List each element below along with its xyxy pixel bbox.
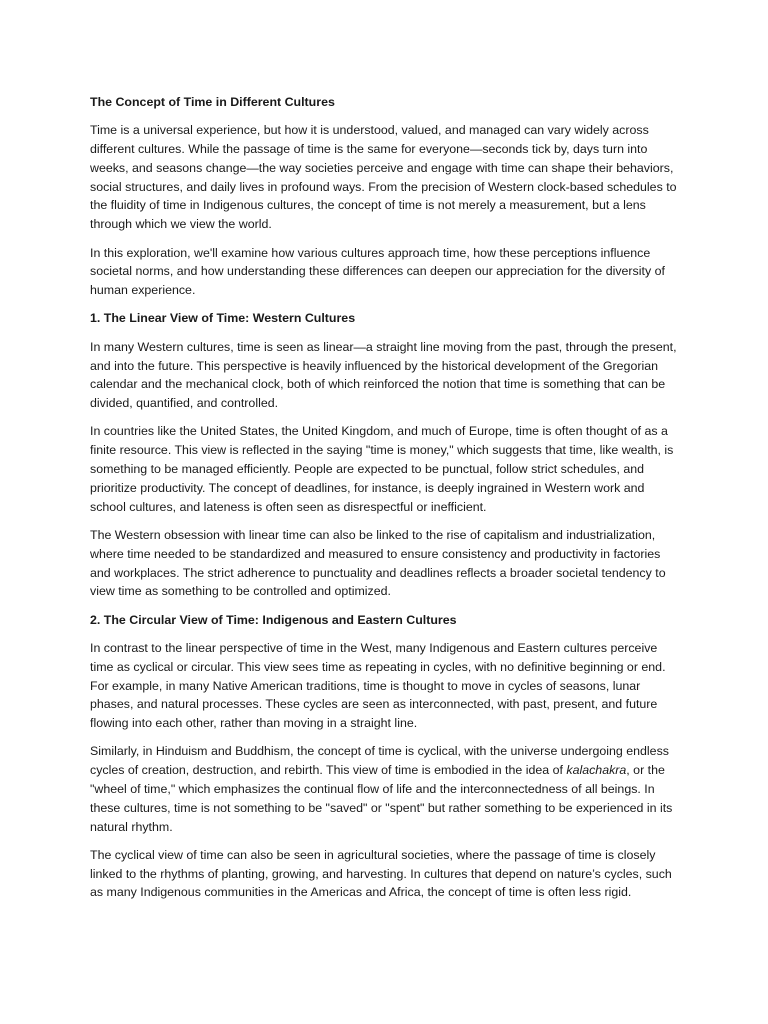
intro-paragraph-2: In this exploration, we'll examine how various cultures approach time, how these perceptions influence societal norms, and how understanding these differences can deepen our appreciation for the diversity of human experience. (90, 245, 665, 298)
section-2-paragraph-2-end: , or the "wheel of time," which emphasizes the continual flow of life and the interconnectedness of all beings. In these cultures, time is not something to be "saved" or "spent" but rather something to be experienced in its natural rhythm. (90, 763, 673, 834)
kalachakra-term: kalachakra (566, 763, 627, 778)
document-title: The Concept of Time in Different Cultures (90, 95, 335, 109)
section-2-paragraph-1: In contrast to the linear perspective of time in the West, many Indigenous and Eastern cultures perceive time as cyclical or circular. This view sees time as repeating in cycles, with no definitive beginning or end. For example, in many Native American traditions, time is thought to move in cycles of seasons, lunar phases, and natural processes. These cycles are seen as interconnected, with past, present, and future flowing into each other, rather than moving in a straight line. (90, 640, 666, 731)
section-2-heading: 2. The Circular View of Time: Indigenous and Eastern Cultures (90, 612, 457, 627)
section-1-paragraph-3: The Western obsession with linear time can also be linked to the rise of capitalism and industrialization, where time needed to be standardized and measured to ensure consistency and productivity in factories and workplaces. The strict adherence to punctuality and deadlines reflects a broader societal tendency to view time as something to be controlled and optimized. (90, 527, 666, 599)
section-1-paragraph-1: In many Western cultures, time is seen as linear—a straight line moving from the past, through the present, and into the future. This perspective is heavily influenced by the historical development of the Gregorian calendar and the mechanical clock, both of which reinforced the notion that time is something that can be divided, quantified, and controlled. (90, 339, 677, 411)
document-page (90, 93, 682, 912)
section-1-paragraph-2: In countries like the United States, the United Kingdom, and much of Europe, time is often thought of as a finite resource. This view is reflected in the saying "time is money," which suggests that time, like wealth, is something to be managed efficiently. People are expected to be punctual, follow strict schedules, and prioritize productivity. The concept of deadlines, for instance, is deeply ingrained in Western work and school cultures, and lateness is often seen as disrespectful or inefficient. (90, 424, 674, 514)
section-2-paragraph-3: The cyclical view of time can also be seen in agricultural societies, where the passage of time is closely linked to the rhythms of planting, growing, and harvesting. In cultures that depend on nature’s cycles, such as many Indigenous communities in the Americas and Africa, the concept of time is often less rigid. (90, 847, 672, 900)
section-1-heading: 1. The Linear View of Time: Western Cultures (90, 311, 356, 326)
intro-paragraph-1: Time is a universal experience, but how it is understood, valued, and managed can vary widely across different cultures. While the passage of time is the same for everyone—seconds tick by, days turn into weeks, and seasons change—the way societies perceive and engage with time can shape their behaviors, social structures, and daily lives in profound ways. From the precision of Western clock-based schedules to the fluidity of time in Indigenous cultures, the concept of time is not merely a measurement, but a lens through which we view the world. (90, 123, 677, 232)
section-2-paragraph-2 (90, 742, 682, 836)
section-2-paragraph-2-start: Similarly, in Hinduism and Buddhism, the concept of time is cyclical, with the universe undergoing endless cycles of creation, destruction, and rebirth. This view of time is embodied in the idea of (90, 744, 669, 778)
